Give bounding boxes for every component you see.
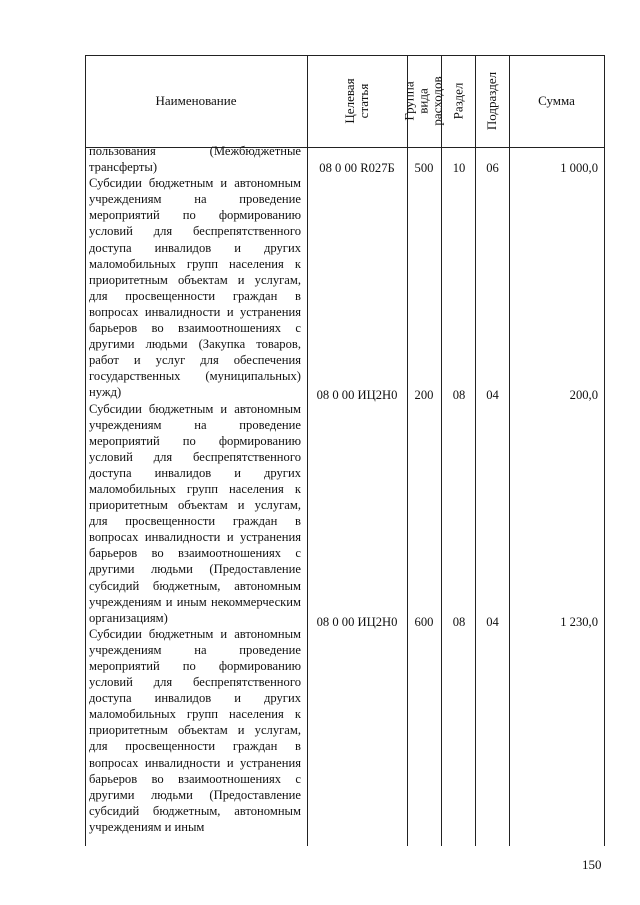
row-1-target: 08 0 00 R027Б <box>319 161 395 175</box>
row-2-subsection: 04 <box>486 388 499 402</box>
table-border-right <box>604 55 605 846</box>
row-1-subsection: 06 <box>486 161 499 175</box>
header-name <box>85 55 307 147</box>
row-1-section: 10 <box>452 161 466 175</box>
row-2-sum: 200,0 <box>569 388 598 402</box>
row-3-target: 08 0 00 ИЦ2Н0 <box>316 615 398 629</box>
header-group-label: Группа вида расходов <box>402 76 445 126</box>
header-subsection <box>475 55 509 147</box>
row-1-group: 500 <box>414 161 434 175</box>
header-target <box>307 55 407 147</box>
budget-table <box>85 55 605 846</box>
row-3-group: 600 <box>414 615 434 629</box>
row-3-sum: 1 230,0 <box>560 615 598 629</box>
row-3-section: 08 <box>452 615 466 629</box>
column-divider <box>509 55 510 846</box>
row-2-target: 08 0 00 ИЦ2Н0 <box>316 388 398 402</box>
row-2-section: 08 <box>452 388 466 402</box>
row-3-subsection: 04 <box>486 615 499 629</box>
row-2-group: 200 <box>414 388 434 402</box>
column-divider <box>307 55 308 846</box>
header-target-label: Целевая статья <box>342 78 371 124</box>
column-divider <box>441 55 442 846</box>
header-subsection-label: Подраздел <box>484 71 500 131</box>
name-block: Субсидии бюджетным и автономным учреждениям на проведение мероприятий по формированию условий для беспрепятственного доступа инвалидов и других маломобильных групп населения к приоритетным объектам и услугам, для просвещенности граждан в вопросах инвалидности и устранения барьеров во взаимоотношениях с другими людьми (Предоставление субсидий бюджетным, автономным учреждениям и иным <box>89 626 301 834</box>
page-number: 150 <box>582 857 602 872</box>
name-column <box>89 143 301 835</box>
header-sum-label: Сумма <box>538 93 575 108</box>
name-block: Субсидии бюджетным и автономным учреждениям на проведение мероприятий по формированию условий для беспрепятственного доступа инвалидов и других маломобильных групп населения к приоритетным объектам и услугам, для просвещенности граждан в вопросах инвалидности и устранения барьеров во взаимоотношениях с другими людьми (Предоставление субсидий бюджетным, автономным учреждениям и иным некоммерческим организациям) <box>89 401 301 625</box>
row-1-sum: 1 000,0 <box>560 161 598 175</box>
header-sum <box>509 55 604 147</box>
header-name-label: Наименование <box>155 93 237 108</box>
name-block: пользования (Межбюджетные трансферты) <box>89 144 301 175</box>
header-section-label: Раздел <box>450 82 465 120</box>
header-section <box>441 55 475 147</box>
header-group <box>402 55 445 147</box>
name-block: Субсидии бюджетным и автономным учреждениям на проведение мероприятий по формированию условий для беспрепятственного доступа инвалидов и других маломобильных групп населения к приоритетным объектам и услугам, для просвещенности граждан в вопросах инвалидности и устранения барьеров во взаимоотношениях с другими людьми (Закупка товаров, работ и услуг для обеспечения государственных (муниципальных) нужд) <box>89 176 301 400</box>
table-border-left <box>85 55 86 846</box>
